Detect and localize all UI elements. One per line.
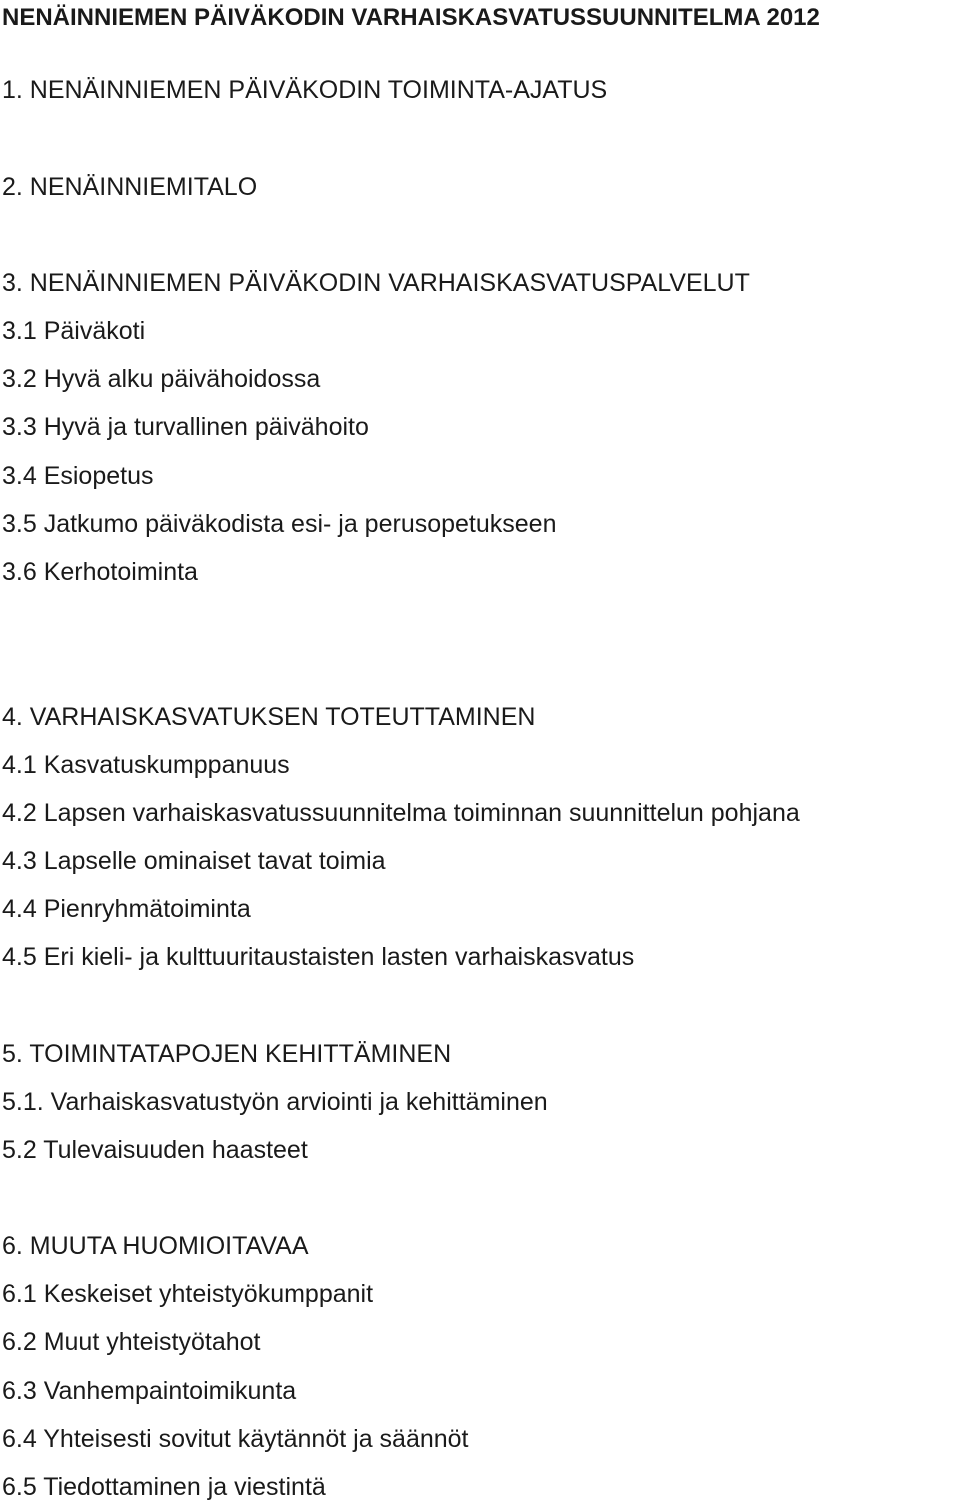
toc-item-4-2: 4.2 Lapsen varhaiskasvatussuunnitelma toiminnan suunnittelun pohjana xyxy=(2,799,800,827)
toc-item-4-1: 4.1 Kasvatuskumppanuus xyxy=(2,751,290,779)
toc-item-6-4: 6.4 Yhteisesti sovitut käytännöt ja säännöt xyxy=(2,1425,469,1453)
toc-item-3-4: 3.4 Esiopetus xyxy=(2,462,154,490)
toc-item-6-2: 6.2 Muut yhteistyötahot xyxy=(2,1328,261,1356)
toc-item-3-1: 3.1 Päiväkoti xyxy=(2,317,146,345)
toc-item-4-5: 4.5 Eri kieli- ja kulttuuritaustaisten lasten varhaiskasvatus xyxy=(2,943,635,971)
toc-section-2: 2. NENÄINNIEMITALO xyxy=(2,173,258,201)
toc-section-4: 4. VARHAISKASVATUKSEN TOTEUTTAMINEN xyxy=(2,703,536,731)
toc-item-3-3: 3.3 Hyvä ja turvallinen päivähoito xyxy=(2,413,369,441)
toc-item-6-1: 6.1 Keskeiset yhteistyökumppanit xyxy=(2,1280,374,1308)
toc-item-3-5: 3.5 Jatkumo päiväkodista esi- ja perusopetukseen xyxy=(2,510,557,538)
toc-section-3: 3. NENÄINNIEMEN PÄIVÄKODIN VARHAISKASVATUSPALVELUT xyxy=(2,269,750,297)
toc-section-6: 6. MUUTA HUOMIOITAVAA xyxy=(2,1232,309,1260)
toc-item-5-1: 5.1. Varhaiskasvatustyön arviointi ja kehittäminen xyxy=(2,1088,548,1116)
toc-item-4-3: 4.3 Lapselle ominaiset tavat toimia xyxy=(2,847,386,875)
document-title: NENÄINNIEMEN PÄIVÄKODIN VARHAISKASVATUSSUUNNITELMA 2012 xyxy=(2,4,820,31)
toc-item-6-3: 6.3 Vanhempaintoimikunta xyxy=(2,1377,297,1405)
toc-item-5-2: 5.2 Tulevaisuuden haasteet xyxy=(2,1136,308,1164)
toc-item-3-2: 3.2 Hyvä alku päivähoidossa xyxy=(2,365,321,393)
toc-item-6-5: 6.5 Tiedottaminen ja viestintä xyxy=(2,1473,326,1501)
toc-item-3-6: 3.6 Kerhotoiminta xyxy=(2,558,198,586)
toc-section-5: 5. TOIMINTATAPOJEN KEHITTÄMINEN xyxy=(2,1040,452,1068)
toc-item-4-4: 4.4 Pienryhmätoiminta xyxy=(2,895,251,923)
toc-section-1: 1. NENÄINNIEMEN PÄIVÄKODIN TOIMINTA-AJATUS xyxy=(2,76,608,104)
